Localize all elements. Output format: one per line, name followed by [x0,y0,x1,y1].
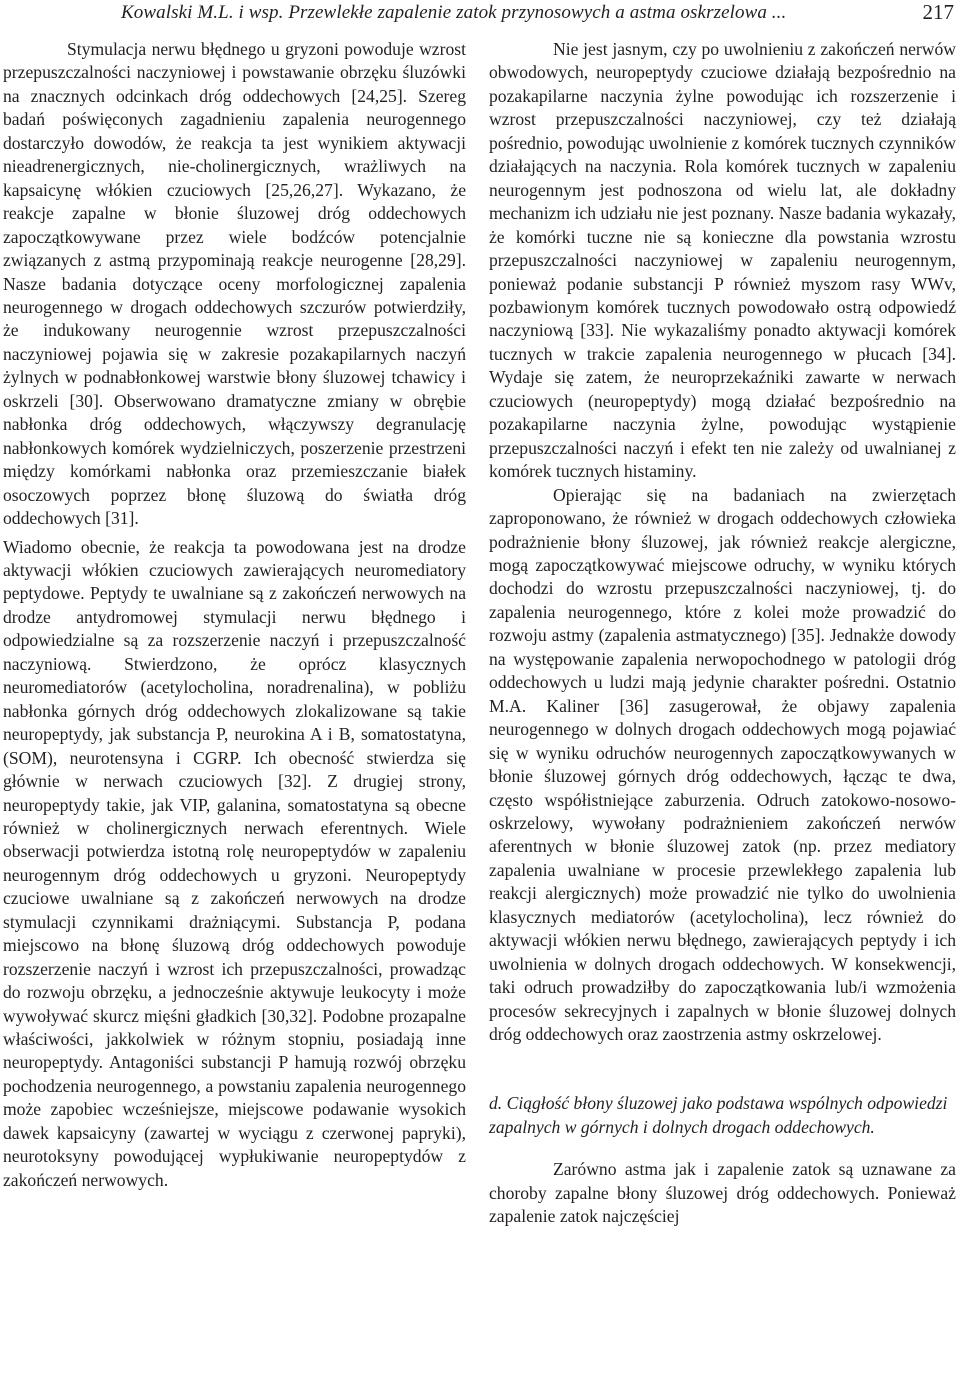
body-paragraph: Stymulacja nerwu błędnego u gryzoni powoduje wzrost przepuszczalności naczyniowej i powstawanie obrzęku śluzówki na znacznych odcinkach dróg oddechowych [24,25]. Szereg badań poświęconych zagadnieniu zapalenia neurogennego dostarczyło dowodów, że reakcja ta jest wynikiem aktywacji nieadrenergicznych, nie-cholinergicznych, wrażliwych na kapsaicynę włókien czuciowych [25,26,27]. Wykazano, że reakcje zapalne w błonie śluzowej dróg oddechowych zapoczątkowywane przez wiele bodźców potencjalnie związanych z astmą przypominają reakcje neurogenne [28,29]. Nasze badania dotyczące oceny morfologicznej zapalenia neurogennego w drogach oddechowych szczurów potwierdziły, że indukowany neurogennie wzrost przepuszczalności naczyniowej pojawia się w zakresie pozakapilarnych naczyń żylnych w podnabłonkowej warstwie błony śluzowej tchawicy i oskrzeli [30]. Obserwowano dramatyczne zmiany w obrębie nabłonka dróg oddechowych, włączywszy degranulację nabłonkowych komórek wydzielniczych, poszerzenie przestrzeni między komórkami nabłonka oraz przemieszczanie białek osoczowych poprzez błonę śluzową do światła dróg oddechowych [31]. [3,39,466,529]
body-paragraph: Wiadomo obecnie, że reakcja ta powodowana jest na drodze aktywacji włókien czuciowych zawierających neuromediatory peptydowe. Peptydy te uwalniane są z zakończeń nerwowych na drodze antydromowej stymulacji nerwu błędnego i odpowiedzialne są za rozszerzenie naczyń i przepuszczalność naczyniową. Stwierdzono, że oprócz klasycznych neuromediatorów (acetylocholina, noradrenalina), w pobliżu nabłonka górnych dróg oddechowych zlokalizowane są takie neuropeptydy, jak substancja P, neurokina A i B, somatostatyna, (SOM), neurotensyna i CGRP. Ich obecność stwierdza się głównie w nerwach czuciowych [32]. Z drugiej strony, neuropeptydy takie, jak VIP, galanina, somatostatyna są obecne również w cholinergicznych nerwach eferentnych. Wiele obserwacji potwierdza istotną rolę neuropeptydów w zapaleniu neurogennym dróg oddechowych u gryzoni. Neuropeptydy czuciowe uwalniane są z zakończeń nerwowych na drodze stymulacji czynnikami drażniącymi. Substancja P, podana miejscowo na błonę śluzową dróg oddechowych powoduje rozszerzenie naczyń i wzrost ich przepuszczalności, prowadząc do rozwoju obrzęku, a jednocześnie aktywuje leukocyty i może wywoływać skurcz mięśni gładkich [30,32]. Podobne prozapalne właściwości, jakkolwiek w różnym stopniu, posiadają inne neuropeptydy. Antagoniści substancji P hamują rozwój obrzęku pochodzenia neurogennego, a powstaniu zapalenia neurogennego może zapobiec wcześniejsze, miejscowe podawanie wysokich dawek kapsaicyny (zawartej w wyciągu z czerwonej papryki), neurotoksyny powodującej wypłukiwanie neuropeptydów z zakończeń nerwowych. [3,536,466,1190]
running-head: Kowalski M.L. i wsp. Przewlekłe zapalenie zatok przynosowych a astma oskrzelowa ... [121,2,787,23]
section-heading: d. Ciągłość błony śluzowej jako podstawa wspólnych odpowiedzi zapalnych w górnych i dolnych drogach oddechowych. [489,1093,948,1137]
page-number: 217 [922,0,954,24]
right-column [489,38,956,1229]
body-paragraph: Zarówno astma jak i zapalenie zatok są uznawane za choroby zapalne błony śluzowej dróg oddechowych. Ponieważ zapalenie zatok najczęściej [489,1159,956,1227]
body-paragraph: Nie jest jasnym, czy po uwolnieniu z zakończeń nerwów obwodowych, neuropeptydy czuciowe działają bezpośrednio na pozakapilarne naczynia żylne powodując ich rozszerzenie i wzrost przepuszczalności naczyniowej, czy też działają pośrednio, powodując uwolnienie z komórek tucznych czynników działających na naczynia. Rola komórek tucznych w zapaleniu neurogennym jest podnoszona od wielu lat, ale dokładny mechanizm ich udziału nie jest poznany. Nasze badania wykazały, że komórki tuczne nie są konieczne dla powstania wzrostu przepuszczalności naczyniowej w zapaleniu neurogennym, ponieważ podanie substancji P również myszom rasy WWv, pozbawionym komórek tucznych powodowało ostrą odpowiedź naczyniową [33]. Nie wykazaliśmy ponadto aktywacji komórek tucznych w trakcie zapalenia neurogennego w płucach [34]. Wydaje się zatem, że neuroprzekaźniki zawarte w nerwach czuciowych (neuropeptydy) mogą działać bezpośrednio na pozakapilarne naczynia żylne, powodując wystąpienie przepuszczalności naczyń i efekt ten nie zależy od uwalnianej z komórek tucznych histaminy. [489,39,956,482]
page-header [0,0,960,30]
left-column [3,38,466,1192]
body-paragraph: Opierając się na badaniach na zwierzętach zaproponowano, że również w drogach oddechowych człowieka podrażnienie błony śluzowej, jak również reakcje alergiczne, mogą zapoczątkowywać miejscowe odruchy, w wyniku których dochodzi do wzrostu przepuszczalności naczyniowej, tj. do zapalenia neurogennego, które z kolei może prowadzić do rozwoju astmy (zapalenia astmatycznego) [35]. Jednakże dowody na występowanie zapalenia nerwopochodnego w patologii dróg oddechowych u ludzi mają jedynie charakter pośredni. Ostatnio M.A. Kaliner [36] zasugerował, że objawy zapalenia neurogennego w dolnych drogach oddechowych mogą pojawiać się w wyniku odruchów neurogennych zapoczątkowywanych w błonie śluzowej górnych dróg oddechowych, łącząc te dwa, często współistniejące zaburzenia. Odruch zatokowo-nosowo-oskrzelowy, wywołany podrażnieniem zakończeń nerwów aferentnych w błonie śluzowej zatok (np. przez mediatory zapalenia uwalniane w procesie przewlekłego zapalenia lub reakcji alergicznych) może prowadzić nie tylko do uwolnienia klasycznych mediatorów (acetylocholina), lecz również do aktywacji włókien nerwu błędnego, zawierających peptydy i ich uwolnienia w dolnych drogach oddechowych. W konsekwencji, taki odruch prowadziłby do zapoczątkowania lub/i wzmożenia procesów sekrecyjnych i zapalnych w błonie śluzowej dolnych dróg oddechowych oraz zaostrzenia astmy oskrzelowej. [489,484,956,1045]
